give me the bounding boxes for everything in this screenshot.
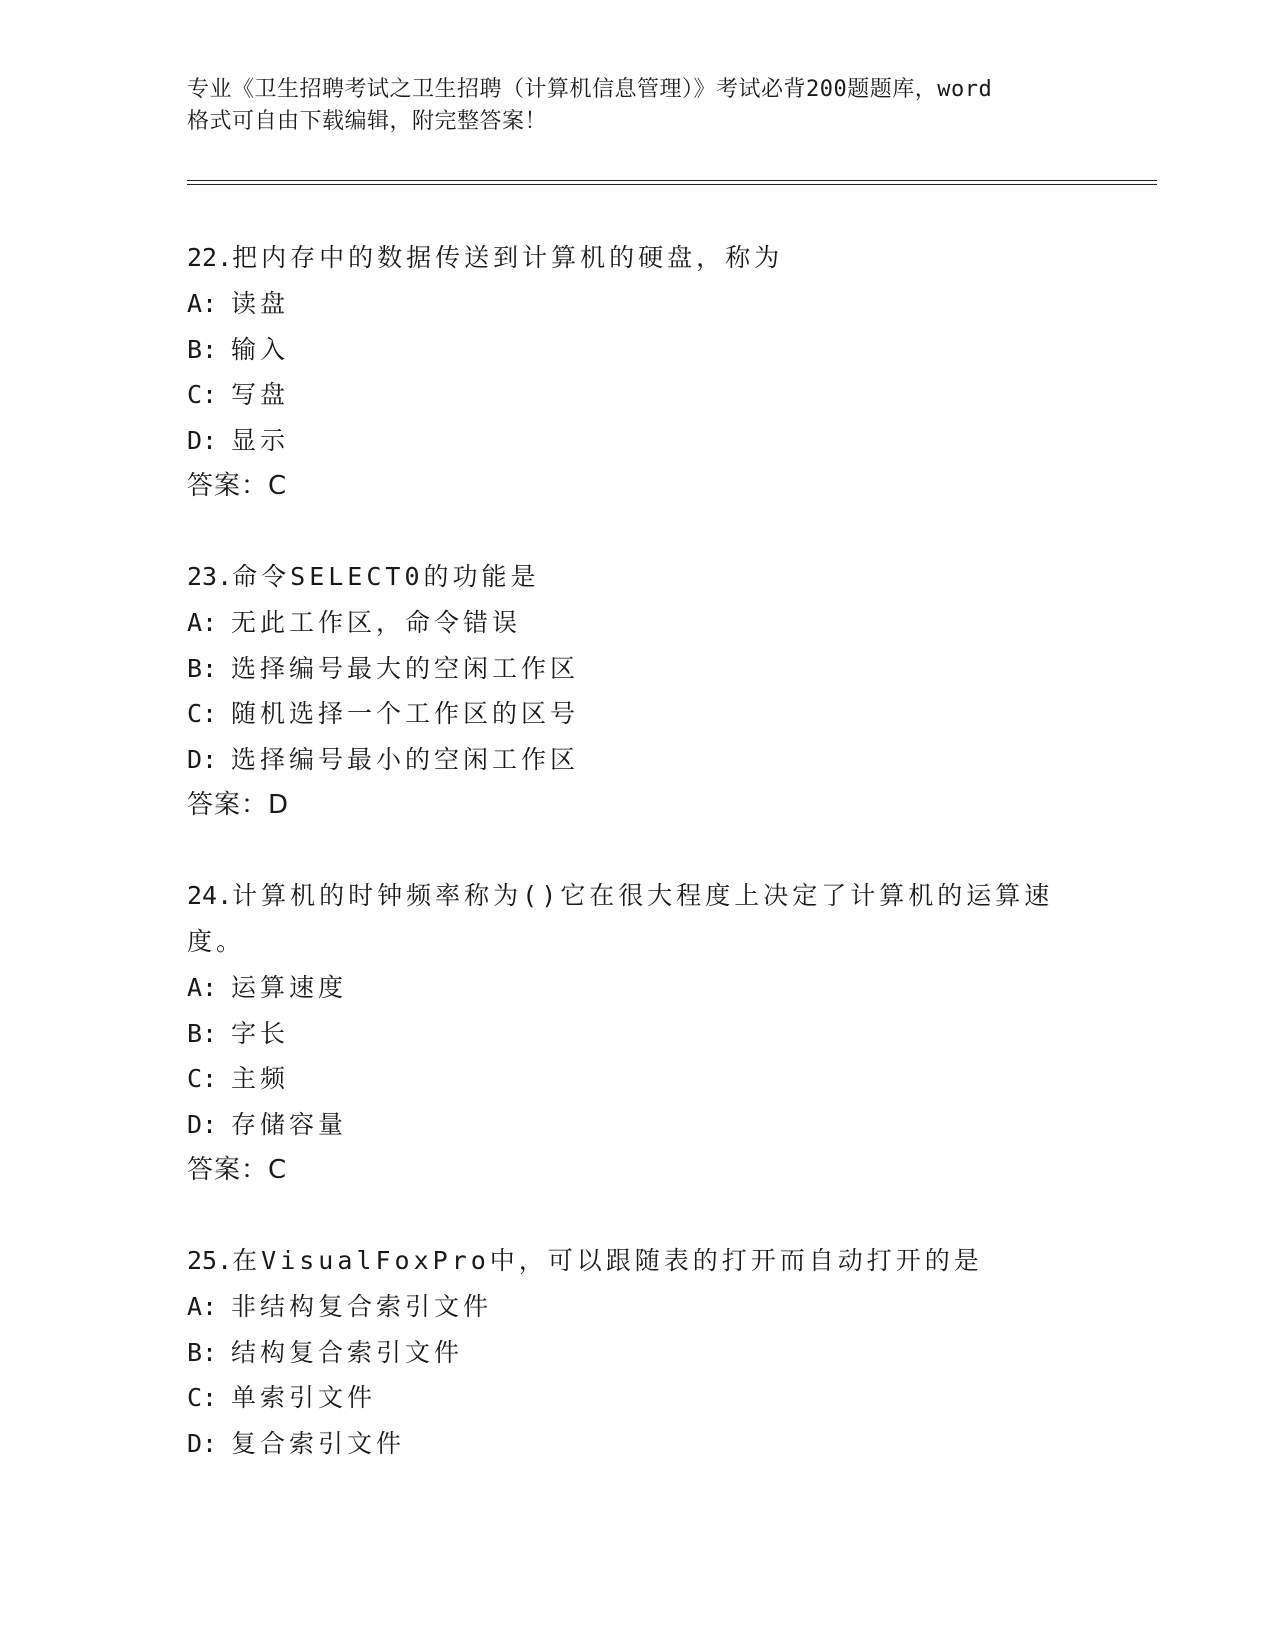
option-b [187,1011,1157,1057]
option-text: 选择编号最小的空闲工作区 [231,744,580,774]
option-text: 存储容量 [231,1109,348,1139]
option-letter: B: [187,653,218,683]
option-d [187,418,1157,464]
option-text: 无此工作区，命令错误 [231,608,522,637]
question-stem [187,554,1157,600]
question-23 [187,554,1157,828]
option-letter: D: [187,1109,218,1139]
option-letter: D: [187,744,218,774]
option-text: 单索引文件 [231,1383,377,1412]
option-text: 主频 [231,1064,290,1093]
option-b [187,327,1157,373]
option-letter: D: [187,425,218,455]
option-text: 非结构复合索引文件 [231,1292,493,1321]
header-divider [187,180,1157,185]
option-text: 随机选择一个工作区的区号 [231,699,580,728]
question-text: 在VisualFoxPro中，可以跟随表的打开而自动打开的是 [232,1246,983,1275]
document-header [187,74,1087,138]
option-d [187,737,1157,783]
option-c [187,691,1157,737]
question-text: 计算机的时钟频率称为()它在很大程度上决定了计算机的运算速度。 [187,881,1054,956]
question-number: 22. [187,243,233,272]
option-letter: A: [187,289,218,318]
option-a [187,600,1157,646]
header-line-2: 格式可自由下载编辑，附完整答案！ [187,109,548,134]
question-number: 25. [187,1246,233,1275]
option-a [187,281,1157,327]
answer-line: 答案：C [187,471,288,501]
question-list [187,235,1157,1511]
question-stem [187,235,1157,281]
option-b [187,646,1157,692]
answer-line: 答案：C [187,1155,288,1185]
option-text: 结构复合索引文件 [231,1337,464,1367]
option-text: 输入 [231,334,290,364]
option-text: 选择编号最大的空闲工作区 [231,653,580,683]
option-letter: C: [187,1064,218,1093]
question-stem [187,1238,1157,1284]
option-letter: B: [187,334,218,364]
option-a [187,965,1157,1011]
option-text: 复合索引文件 [231,1428,406,1458]
option-c [187,1375,1157,1421]
option-letter: C: [187,380,218,409]
question-number: 23. [187,562,233,591]
option-letter: B: [187,1018,218,1048]
option-letter: A: [187,973,218,1002]
option-text: 读盘 [231,289,290,318]
option-letter: C: [187,699,218,728]
question-number: 24. [187,881,233,910]
question-22 [187,235,1157,509]
option-c [187,372,1157,418]
option-d [187,1421,1157,1467]
option-letter: C: [187,1383,218,1412]
option-text: 运算速度 [231,973,348,1002]
option-a [187,1284,1157,1330]
question-25 [187,1238,1157,1466]
option-letter: B: [187,1337,218,1367]
option-text: 写盘 [231,380,290,409]
option-letter: D: [187,1428,218,1458]
option-c [187,1056,1157,1102]
question-text: 命令SELECT0的功能是 [232,562,540,591]
option-b [187,1330,1157,1376]
question-24 [187,873,1157,1193]
option-text: 显示 [231,425,290,455]
option-letter: A: [187,608,218,637]
option-text: 字长 [231,1018,290,1048]
question-text: 把内存中的数据传送到计算机的硬盘，称为 [232,243,784,272]
question-stem [187,873,1067,965]
answer-line: 答案：D [187,790,290,820]
header-line-1: 专业《卫生招聘考试之卫生招聘（计算机信息管理）》考试必背200题题库，word [187,77,993,102]
option-letter: A: [187,1292,218,1321]
option-d [187,1102,1157,1148]
